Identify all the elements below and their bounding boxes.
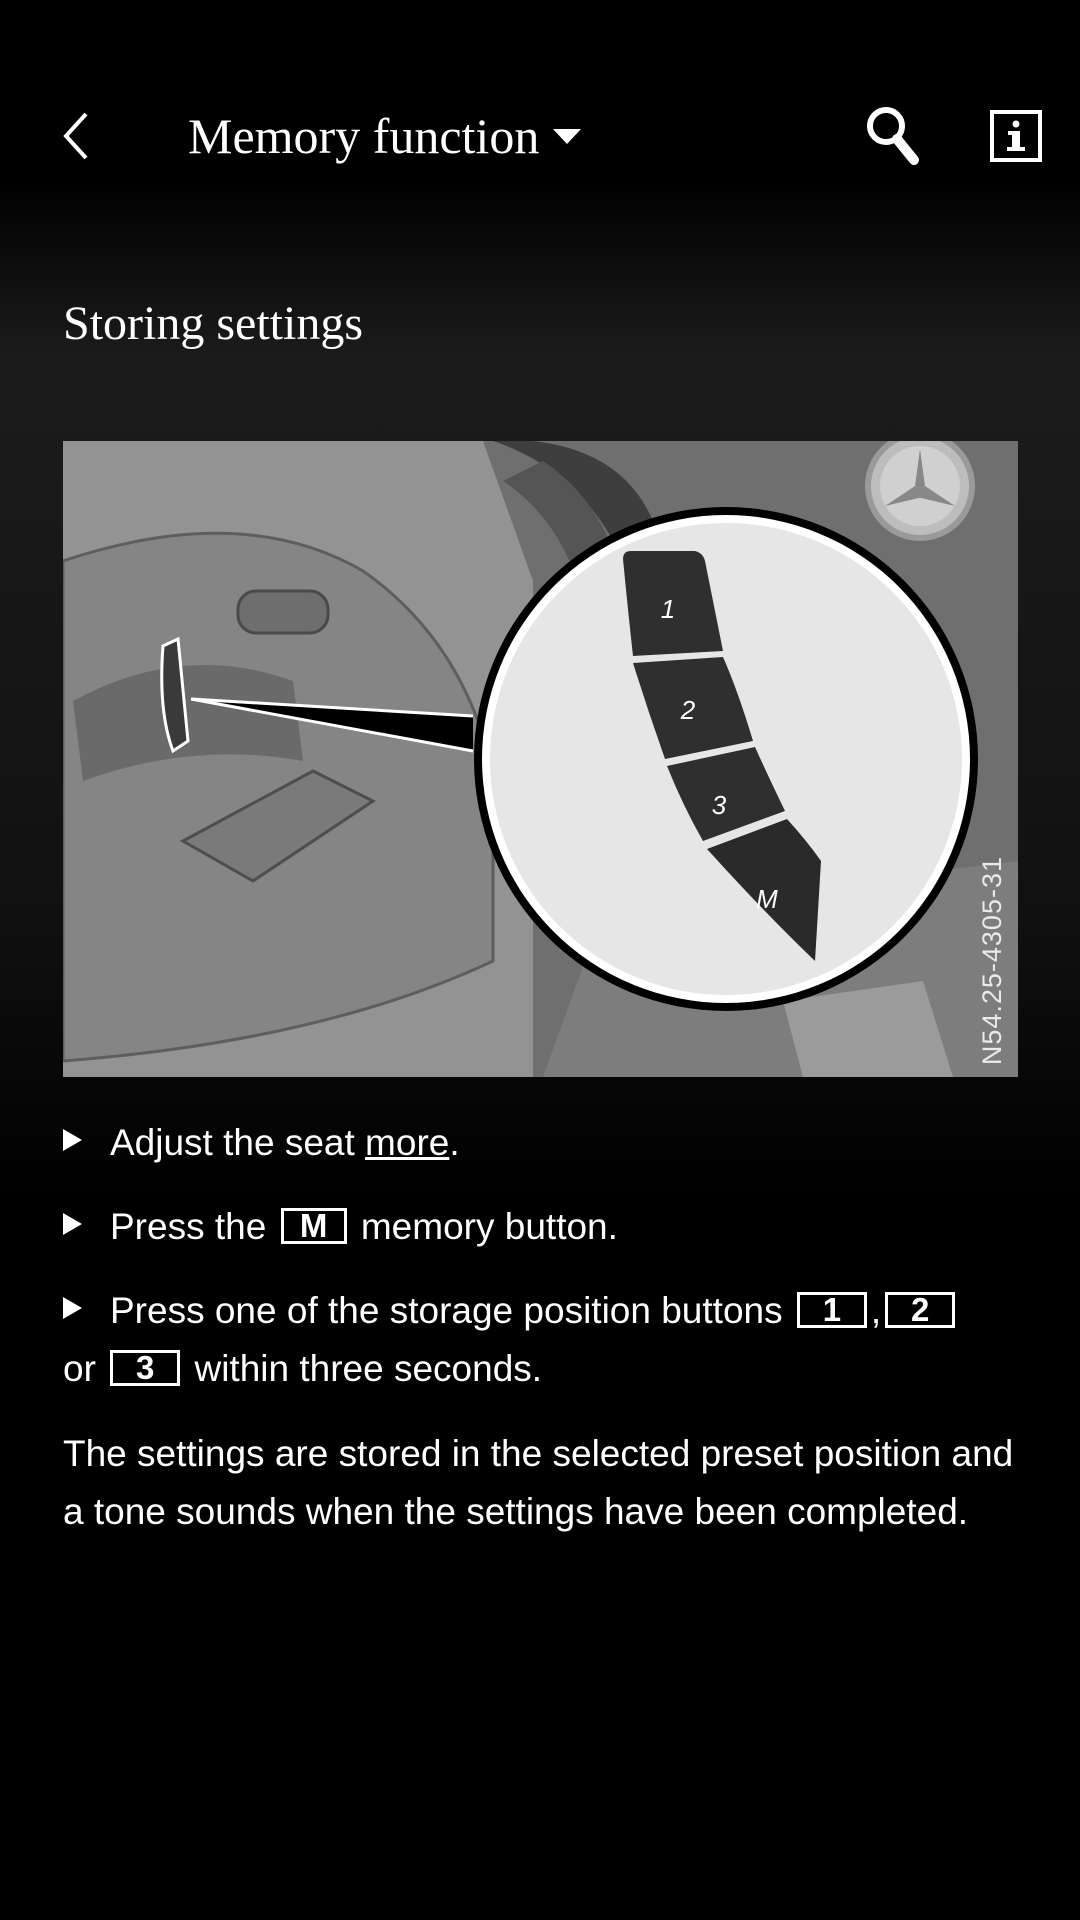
figure-key-3: 3 — [711, 790, 727, 820]
memory-buttons-illustration — [63, 441, 1018, 1077]
figure-key-1: 1 — [660, 594, 676, 624]
step-3-or: or — [63, 1348, 96, 1389]
page-title: Memory function — [188, 108, 540, 164]
info-icon — [990, 110, 1042, 162]
key-1-label: 1 — [797, 1292, 867, 1328]
result-paragraph: The settings are stored in the selected preset position and a tone sounds when the settings have been completed. — [63, 1433, 1014, 1532]
step-press-storage — [63, 1282, 1023, 1398]
step-3-separator: , — [870, 1290, 882, 1331]
bullet-arrow-icon — [63, 1129, 82, 1151]
bullet-arrow-icon — [63, 1297, 82, 1319]
caret-down-icon — [553, 129, 581, 144]
back-button[interactable] — [56, 108, 96, 164]
more-link[interactable]: more — [365, 1122, 450, 1163]
app-header — [0, 0, 1080, 180]
key-3-label: 3 — [110, 1350, 180, 1386]
step-3-suffix: within three seconds. — [184, 1348, 543, 1389]
topic-dropdown[interactable] — [188, 104, 581, 168]
step-2-suffix: memory button. — [350, 1206, 618, 1247]
step-press-memory — [63, 1198, 1023, 1256]
figure-code: N54.25-4305-31 — [977, 855, 1007, 1065]
figure-key-m: M — [756, 884, 778, 914]
info-button[interactable] — [990, 110, 1042, 162]
step-2-text: Press the — [110, 1206, 277, 1247]
step-adjust-seat — [63, 1114, 1023, 1172]
key-m-label: M — [281, 1208, 347, 1244]
bullet-arrow-icon — [63, 1213, 82, 1235]
section-heading: Storing settings — [63, 297, 364, 350]
step-1-text: Adjust the seat — [110, 1122, 366, 1163]
step-3-text: Press one of the storage position buttons — [110, 1290, 793, 1331]
search-icon — [864, 104, 922, 166]
figure-key-2: 2 — [680, 695, 696, 725]
search-button[interactable] — [864, 104, 922, 166]
step-1-suffix: . — [449, 1122, 460, 1163]
key-2-label: 2 — [885, 1292, 955, 1328]
chevron-left-icon — [56, 108, 96, 164]
